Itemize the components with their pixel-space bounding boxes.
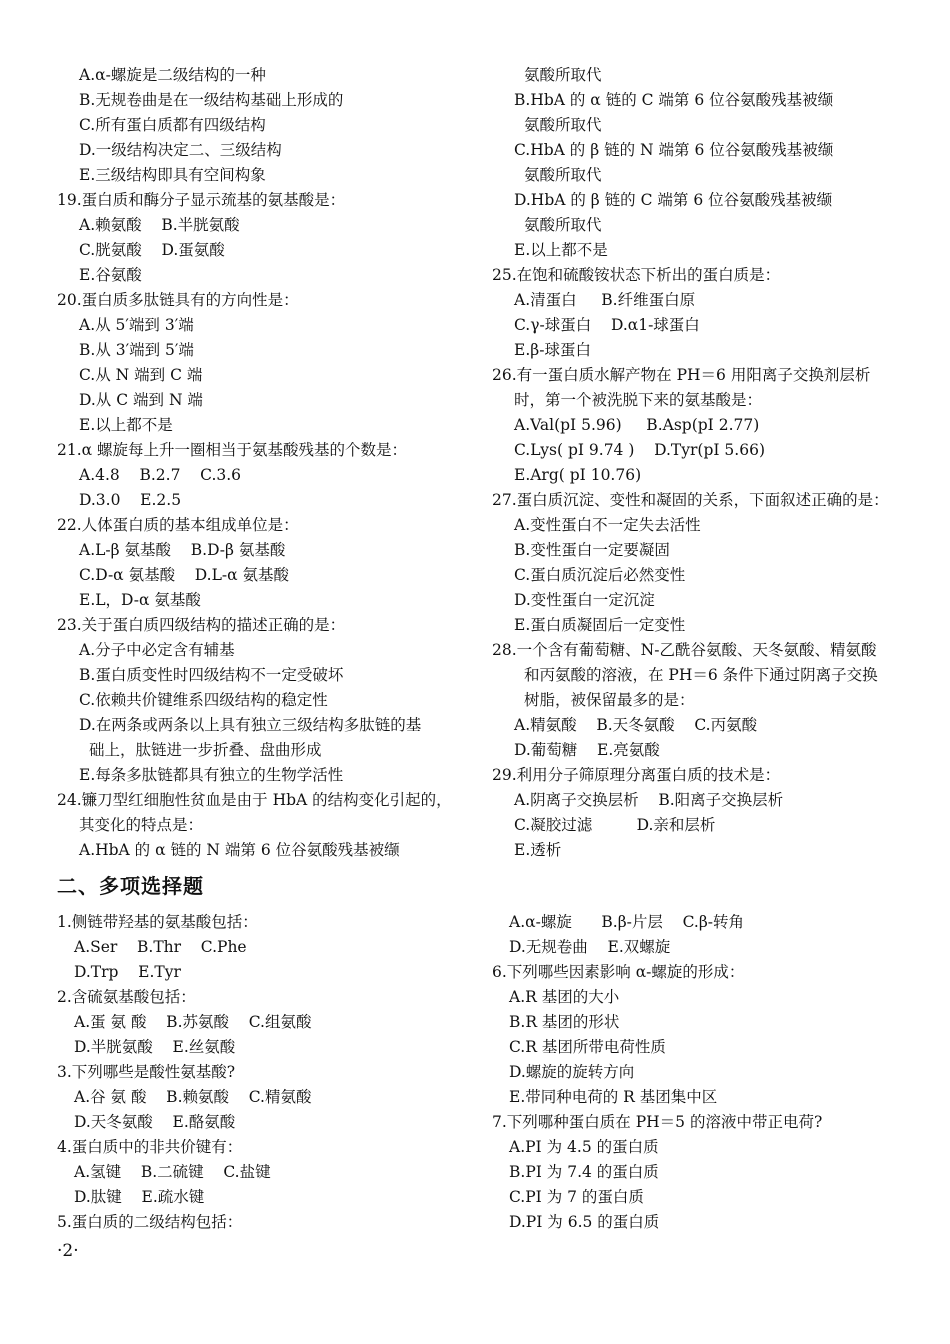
option-line: C.凝胶过滤 D.亲和层析 [514, 816, 716, 834]
option-line: C.Lys( pI 9.74 ) D.Tyr(pI 5.66) [514, 441, 765, 459]
option-line: A.阴离子交换层析 B.阳离子交换层析 [514, 791, 784, 809]
option-line: C.R 基团所带电荷性质 [509, 1038, 666, 1056]
option-line: D.变性蛋白一定沉淀 [514, 591, 655, 609]
option-line: B.HbA 的 α 链的 C 端第 6 位谷氨酸残基被缬 [514, 91, 834, 109]
page-number: ·2· [57, 1241, 79, 1261]
option-line: A.L-β 氨基酸 B.D-β 氨基酸 [79, 541, 286, 559]
option-line: B.蛋白质变性时四级结构不一定受破坏 [79, 666, 344, 684]
option-line: E.以上都不是 [514, 241, 608, 259]
option-line: A.氢键 B.二硫键 C.盐键 [74, 1163, 271, 1181]
option-line: E.透析 [514, 841, 562, 859]
option-line: D.在两条或两条以上具有独立三级结构多肽链的基 [79, 716, 422, 734]
option-line: D.无规卷曲 E.双螺旋 [509, 938, 671, 956]
question-line: 21.α 螺旋每上升一圈相当于氨基酸残基的个数是： [57, 441, 408, 459]
question-line: 28.一个含有葡萄糖、N-乙酰谷氨酸、天冬氨酸、精氨酸 [492, 641, 877, 659]
option-line: 和丙氨酸的溶液，在 PH＝6 条件下通过阴离子交换 [524, 666, 878, 684]
option-line: A.PI 为 4.5 的蛋白质 [509, 1138, 659, 1156]
option-line: A.HbA 的 α 链的 N 端第 6 位谷氨酸残基被缬 [79, 841, 400, 859]
option-line: A.清蛋白 B.纤维蛋白原 [514, 291, 696, 309]
option-line: E.以上都不是 [79, 416, 173, 434]
top-left-column [57, 63, 477, 863]
option-line: B.PI 为 7.4 的蛋白质 [509, 1163, 659, 1181]
option-line: D.天冬氨酸 E.酪氨酸 [74, 1113, 236, 1131]
option-line: 时，第一个被洗脱下来的氨基酸是： [514, 391, 763, 409]
option-line: D.半胱氨酸 E.丝氨酸 [74, 1038, 236, 1056]
option-line: C.HbA 的 β 链的 N 端第 6 位谷氨酸残基被缬 [514, 141, 834, 159]
option-line: C.PI 为 7 的蛋白质 [509, 1188, 644, 1206]
question-line: 1.侧链带羟基的氨基酸包括： [57, 913, 258, 931]
option-line: C.胱氨酸 D.蛋氨酸 [79, 241, 225, 259]
option-line: B.无规卷曲是在一级结构基础上形成的 [79, 91, 344, 109]
question-line: 19.蛋白质和酶分子显示巯基的氨基酸是： [57, 191, 346, 209]
option-line: 氨酸所取代 [524, 116, 602, 134]
option-line: A.4.8 B.2.7 C.3.6 [79, 466, 242, 484]
question-line: 6.下列哪些因素影响 α-螺旋的形成： [492, 963, 745, 981]
option-line: E.带同种电荷的 R 基团集中区 [509, 1088, 718, 1106]
option-line: 氨酸所取代 [524, 66, 602, 84]
option-line: C.蛋白质沉淀后必然变性 [514, 566, 686, 584]
bottom-right-column [492, 910, 912, 1235]
option-line: D.葡萄糖 E.亮氨酸 [514, 741, 660, 759]
option-line: A.谷 氨 酸 B.赖氨酸 C.精氨酸 [74, 1088, 312, 1106]
option-line: E.L，D-α 氨基酸 [79, 591, 201, 609]
option-line: A.蛋 氨 酸 B.苏氨酸 C.组氨酸 [74, 1013, 312, 1031]
question-line: 20.蛋白质多肽链具有的方向性是： [57, 291, 299, 309]
option-line: B.R 基团的形状 [509, 1013, 620, 1031]
question-line: 3.下列哪些是酸性氨基酸? [57, 1063, 236, 1081]
option-line: E.蛋白质凝固后一定变性 [514, 616, 686, 634]
option-line: D.一级结构决定二、三级结构 [79, 141, 282, 159]
option-line: 础上，肽链进一步折叠、盘曲形成 [89, 741, 322, 759]
question-line: 27.蛋白质沉淀、变性和凝固的关系，下面叙述正确的是： [492, 491, 889, 509]
option-line: E.每条多肽链都具有独立的生物学活性 [79, 766, 344, 784]
option-line: B.从 3′端到 5′端 [79, 341, 194, 359]
option-line: A.α-螺旋 B.β-片层 C.β-转角 [509, 913, 745, 931]
question-line: 26.有一蛋白质水解产物在 PH＝6 用阳离子交换剂层析 [492, 366, 871, 384]
question-line: 23.关于蛋白质四级结构的描述正确的是： [57, 616, 346, 634]
option-line: D.Trp E.Tyr [74, 963, 181, 981]
option-line: D.肽键 E.疏水键 [74, 1188, 205, 1206]
question-line: 4.蛋白质中的非共价键有： [57, 1138, 243, 1156]
option-line: E.三级结构即具有空间构象 [79, 166, 266, 184]
option-line: C.D-α 氨基酸 D.L-α 氨基酸 [79, 566, 290, 584]
question-line: 25.在饱和硫酸铵状态下析出的蛋白质是： [492, 266, 781, 284]
option-line: D.PI 为 6.5 的蛋白质 [509, 1213, 660, 1231]
question-line: 24.镰刀型红细胞性贫血是由于 HbA 的结构变化引起的， [57, 791, 452, 809]
section-heading: 二、多项选择题 [57, 874, 204, 898]
question-line: 5.蛋白质的二级结构包括： [57, 1213, 243, 1231]
top-right-column [492, 63, 912, 863]
option-line: A.变性蛋白不一定失去活性 [514, 516, 701, 534]
option-line: E.谷氨酸 [79, 266, 142, 284]
option-line: A.精氨酸 B.天冬氨酸 C.丙氨酸 [514, 716, 758, 734]
option-line: A.赖氨酸 B.半胱氨酸 [79, 216, 240, 234]
question-line: 7.下列哪种蛋白质在 PH＝5 的溶液中带正电荷? [492, 1113, 823, 1131]
question-line: 29.利用分子筛原理分离蛋白质的技术是： [492, 766, 781, 784]
option-line: A.Val(pI 5.96) B.Asp(pI 2.77) [514, 416, 760, 434]
option-line: 其变化的特点是： [79, 816, 204, 834]
option-line: C.所有蛋白质都有四级结构 [79, 116, 266, 134]
option-line: A.R 基团的大小 [509, 988, 620, 1006]
option-line: A.从 5′端到 3′端 [79, 316, 194, 334]
option-line: C.从 N 端到 C 端 [79, 366, 203, 384]
option-line: D.螺旋的旋转方向 [509, 1063, 635, 1081]
option-line: A.分子中必定含有辅基 [79, 641, 235, 659]
question-line: 2.含硫氨基酸包括： [57, 988, 196, 1006]
option-line: A.α-螺旋是二级结构的一种 [79, 66, 266, 84]
option-line: C.依赖共价键维系四级结构的稳定性 [79, 691, 328, 709]
option-line: A.Ser B.Thr C.Phe [74, 938, 247, 956]
option-line: B.变性蛋白一定要凝固 [514, 541, 670, 559]
option-line: C.γ-球蛋白 D.α1-球蛋白 [514, 316, 700, 334]
option-line: E.β-球蛋白 [514, 341, 591, 359]
option-line: 氨酸所取代 [524, 216, 602, 234]
question-line: 22.人体蛋白质的基本组成单位是： [57, 516, 299, 534]
option-line: 氨酸所取代 [524, 166, 602, 184]
option-line: 树脂，被保留最多的是： [524, 691, 695, 709]
option-line: D.从 C 端到 N 端 [79, 391, 203, 409]
option-line: D.HbA 的 β 链的 C 端第 6 位谷氨酸残基被缬 [514, 191, 833, 209]
bottom-left-column [57, 910, 477, 1235]
option-line: D.3.0 E.2.5 [79, 491, 182, 509]
option-line: E.Arg( pI 10.76) [514, 466, 642, 484]
